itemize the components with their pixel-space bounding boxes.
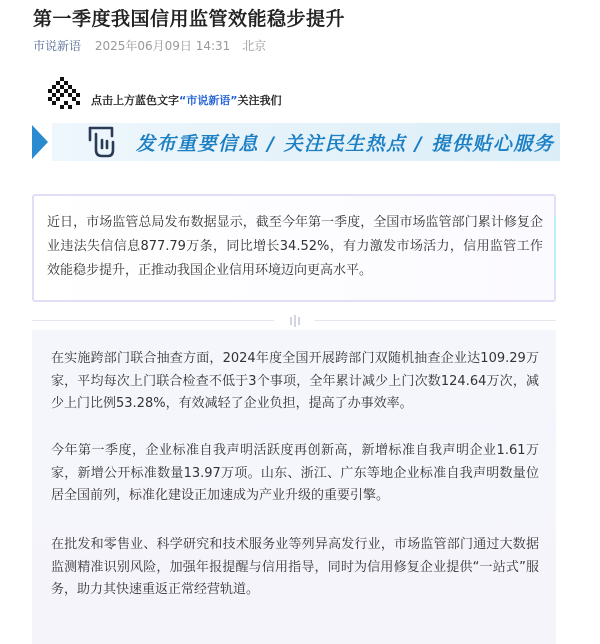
body-paragraph: 在批发和零售业、科学研究和技术服务业等列异高发行业，市场监管部门通过大数据监测精准识别风险，加强年报提醒与信用指导，同时为信用修复企业提供“一站式”服务，助力其快速重返正常经营轨道。: [51, 537, 539, 597]
article-body: [32, 330, 556, 644]
follow-prompt: [47, 76, 447, 112]
article-title: 第一季度我国信用监管效能稳步提升: [33, 8, 346, 30]
pixel-pattern-icon: [47, 76, 81, 110]
divider-line-left: [32, 320, 274, 321]
banner-slogan: 发布重要信息 / 关注民生热点 / 提供贴心服务: [136, 133, 555, 155]
summary-box: [32, 194, 556, 302]
summary-text: 近日，市场监管总局发布数据显示，截至今年第一季度，全国市场监管部门累计修复企业违法失信信息877.79万条，同比增长34.52%，有力激发市场活力，信用监管工作效能稳步提升，正推动我国企业信用环境迈向更高水平。: [47, 215, 543, 278]
body-paragraph: 在实施跨部门联合抽查方面，2024年度全国开展跨部门双随机抽查企业达109.29万家，平均每次上门联合检查不低于3个事项，全年累计减少上门次数124.64万次，减少上门比例53.28%，有效减轻了企业负担，提高了办事效率。: [51, 351, 539, 411]
article-meta: [33, 37, 266, 54]
section-divider: [32, 314, 556, 328]
follow-account-name[interactable]: “市说新语”: [179, 94, 238, 107]
banner-arrow-icon: [32, 125, 48, 159]
follow-prefix: 点击上方蓝色文字: [91, 94, 179, 107]
follow-text: [91, 92, 281, 108]
slogan-banner: [32, 117, 560, 167]
divider-ornament-icon: [288, 314, 302, 328]
follow-suffix: 关注我们: [237, 94, 282, 107]
publish-location: 北京: [242, 39, 267, 53]
divider-line-right: [314, 320, 556, 321]
body-paragraph: 今年第一季度，企业标准自我声明活跃度再创新高，新增标准自我声明企业1.61万家，新增公开标准数量13.97万项。山东、浙江、广东等地企业标准自我声明数量位居全国前列，标准化建设正加速成为产业升级的重要引擎。: [51, 443, 539, 503]
publish-date: 2025年06月09日 14:31: [94, 39, 231, 53]
service-hand-icon: [86, 124, 116, 160]
account-link[interactable]: 市说新语: [33, 39, 82, 53]
